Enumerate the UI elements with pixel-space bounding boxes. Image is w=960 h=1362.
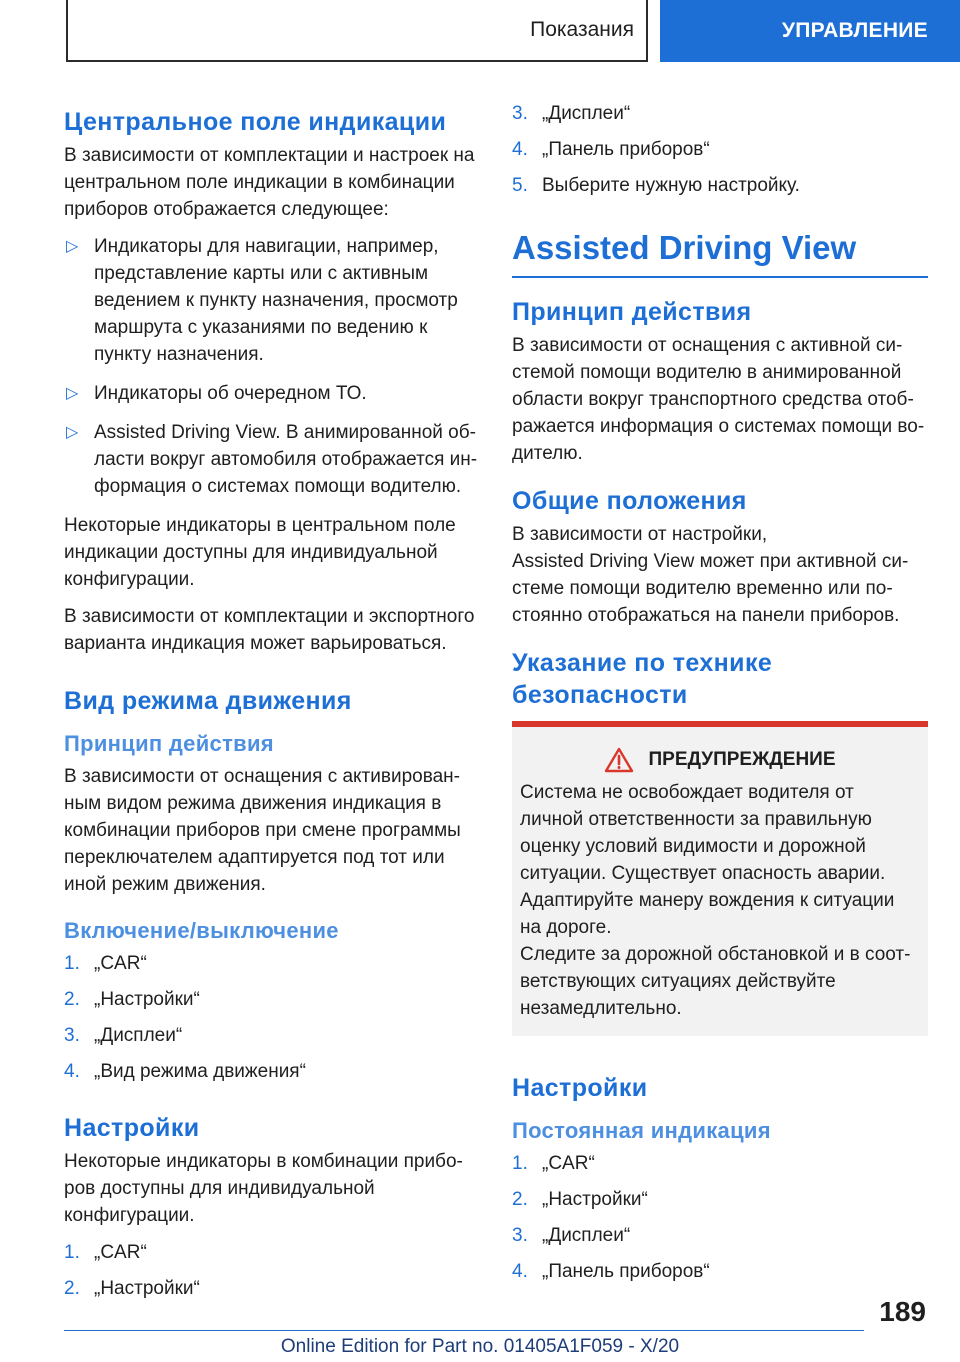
warning-box	[512, 721, 928, 1036]
list-item: ▷ Assisted Driving View. В анимированной области вокруг автомобиля отображается информация о системах помощи водителю.	[64, 419, 478, 500]
section-title-drive-mode-view: Вид режима движения	[64, 687, 352, 715]
footer-edition: Online Edition for Part no. 01405A1F059 - X/20	[280, 1336, 680, 1357]
list-item: 3. „Дисплеи“	[512, 1225, 631, 1246]
section-title-settings: Настройки	[512, 1074, 648, 1102]
list-item: 3. „Дисплеи“	[512, 103, 631, 124]
triangle-bullet-icon: ▷	[66, 424, 79, 441]
list-item: 4. „Панель приборов“	[512, 139, 710, 160]
subsection-title: Включение/выключение	[64, 918, 339, 943]
paragraph: В зависимости от комплектации и экспортного варианта индикация может варьироваться.	[64, 606, 475, 654]
paragraph: В зависимости от оснащения с активированным видом режима движения индикация в комбинации приборов при смене программы переключателем адаптируется под тот или иной режим движения.	[64, 766, 461, 895]
section-title-settings: Настройки	[64, 1114, 200, 1142]
list-item: 1. „CAR“	[64, 1242, 147, 1263]
right-column	[512, 100, 928, 1294]
paragraph: Некоторые индикаторы в центральном поле индикации доступны для индивидуальной конфигурации.	[64, 515, 456, 590]
steps-list	[64, 950, 478, 1085]
warning-header	[520, 747, 920, 773]
triangle-bullet-icon: ▷	[66, 385, 79, 402]
list-item: 3. „Дисплеи“	[64, 1025, 183, 1046]
list-item: 2. „Настройки“	[64, 1278, 200, 1299]
section-title-principle: Принцип действия	[512, 298, 752, 326]
bullet-list	[64, 233, 478, 500]
triangle-bullet-icon: ▷	[66, 238, 79, 255]
subsection-title: Постоянная индикация	[512, 1118, 771, 1143]
list-item: 1. „CAR“	[512, 1153, 595, 1174]
page-number: 189	[879, 1296, 926, 1327]
warning-text: Система не освобождает водителя от личной ответственности за правильную оценку условий видимости и дорожной ситуации. Существует опасность аварии. Адаптируйте манеру вождения к ситуации на дороге.	[520, 782, 895, 938]
warning-text: Следите за дорожной обстановкой и в соответствующих ситуациях действуйте незамедлительно.	[520, 944, 911, 1019]
list-item: 1. „CAR“	[64, 953, 147, 974]
list-item: 4. „Вид режима движения“	[64, 1061, 306, 1082]
paragraph: В зависимости от оснащения с активной системой помощи водителю в анимированной области вокруг транспортного средства отображается информация о системах помощи водителю.	[512, 335, 925, 464]
section-title-central-display: Центральное поле индикации	[64, 108, 447, 136]
list-item: ▷ Индикаторы об очередном ТО.	[64, 380, 478, 407]
steps-list	[512, 100, 928, 199]
paragraph: Некоторые индикаторы в комбинации приборов доступны для индивидуальной конфигурации.	[64, 1151, 463, 1226]
list-item: 5. Выберите нужную настройку.	[512, 175, 800, 196]
section-title-general: Общие положения	[512, 487, 747, 515]
paragraph: Assisted Driving View может при активной системе помощи водителю временно или постоянно отображаться на панели приборов.	[512, 551, 909, 626]
paragraph: В зависимости от настройки,	[512, 524, 768, 545]
list-item: ▷ Индикаторы для навигации, например, представление карты или с активным ведением к пункту назначения, просмотр маршрута с указаниями по ведению к пункту назначения.	[64, 233, 478, 368]
steps-list	[512, 1150, 928, 1285]
list-item: 2. „Настройки“	[512, 1189, 648, 1210]
chapter-label: Показания	[530, 18, 634, 41]
section-label: УПРАВЛЕНИЕ	[781, 19, 928, 42]
steps-list	[64, 1239, 478, 1302]
list-item: 2. „Настройки“	[64, 989, 200, 1010]
chapter-title-assisted-driving-view: Assisted Driving View	[512, 226, 928, 278]
section-title-safety: Указание по технике безопасности	[512, 649, 773, 709]
left-column	[64, 106, 478, 1311]
subsection-title: Принцип действия	[64, 731, 274, 756]
paragraph: В зависимости от комплектации и настроек на центральном поле индикации в комбинации приборов отображается следующее:	[64, 145, 475, 220]
footer-divider	[64, 1330, 864, 1331]
list-item: 4. „Панель приборов“	[512, 1261, 710, 1282]
chapter-tab[interactable]	[66, 0, 648, 62]
warning-title: ПРЕДУПРЕЖДЕНИЕ	[648, 749, 836, 770]
section-tab[interactable]	[660, 0, 960, 62]
warning-triangle-icon	[604, 747, 634, 773]
